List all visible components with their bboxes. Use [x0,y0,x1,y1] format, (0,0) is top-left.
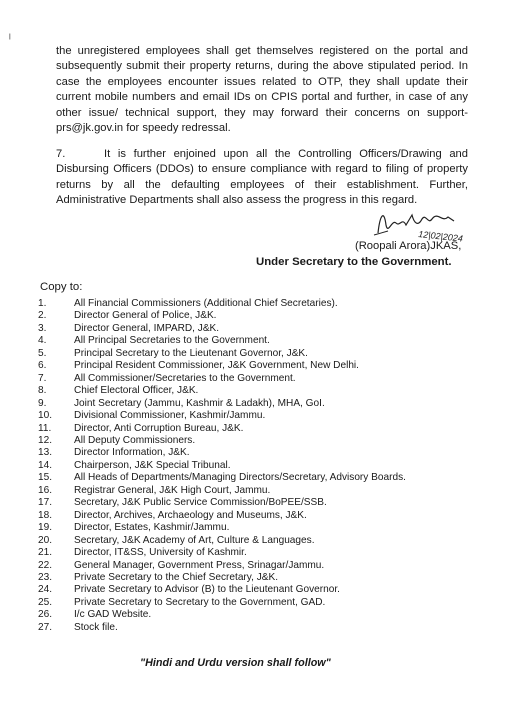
list-item-text: Director, Estates, Kashmir/Jammu. [74,522,230,534]
list-item-text: General Manager, Government Press, Srinagar/Jammu. [74,559,325,571]
list-item-number: 15. [38,472,53,484]
list-item-text: Registrar General, J&K High Court, Jammu. [74,484,271,496]
copy-to-list [38,298,406,634]
list-item-text: All Commissioner/Secretaries to the Government. [74,372,296,384]
list-item [38,447,406,459]
list-item [38,560,406,572]
list-item [38,298,406,310]
list-item-text: Director, Archives, Archaeology and Museums, J&K. [74,509,307,521]
list-item-number: 16. [38,484,53,496]
list-item [38,323,406,335]
list-item-number: 20. [38,534,53,546]
list-item [38,497,406,509]
list-item-text: Chairperson, J&K Special Tribunal. [74,459,231,471]
list-item-text: Private Secretary to Advisor (B) to the Lieutenant Governor. [74,584,340,596]
copy-to-heading: Copy to: [40,281,83,293]
list-item-text: I/c GAD Website. [74,609,152,621]
list-item [38,485,406,497]
list-item [38,410,406,422]
list-item-number: 5. [38,347,47,359]
list-item-text: All Financial Commissioners (Additional Chief Secretaries). [74,298,338,309]
list-item-text: Director General of Police, J&K. [74,310,217,322]
list-item-number: 8. [38,385,47,397]
list-item-number: 1. [38,298,47,309]
list-item [38,310,406,322]
list-item [38,597,406,609]
list-item [38,472,406,484]
signatory-name: (Roopali Arora)JKAS, [355,240,462,252]
list-item-number: 23. [38,571,53,583]
list-item-number: 27. [38,621,53,633]
list-item [38,522,406,534]
list-item-text: All Deputy Commissioners. [74,434,196,446]
list-item [38,335,406,347]
list-item [38,360,406,372]
paragraph-7-text: It is further enjoined upon all the Controlling Officers/Drawing and Disbursing Officers (DDOs) to ensure compliance with regard to filing of property returns by all the defaulting employees of their establishment. Further, Administrative Departments shall also assess the progress in this regard. [56,148,468,207]
list-item-number: 9. [38,397,47,409]
list-item [38,423,406,435]
list-item-number: 13. [38,447,53,459]
list-item-number: 21. [38,547,53,559]
list-item-number: 14. [38,459,53,471]
list-item [38,435,406,447]
list-item [38,385,406,397]
paragraph-number: 7. [56,148,66,160]
list-item-text: Director Information, J&K. [74,447,190,459]
list-item-number: 11. [38,422,52,434]
list-item-number: 22. [38,559,53,571]
list-item-text: Stock file. [74,621,118,633]
paragraph-registration: the unregistered employees shall get themselves registered on the portal and subsequently submit their property returns, during the above stipulated period. In case the employees encounter issues related to OTP, they shall update their current mobile numbers and email IDs on CPIS portal and further, in case of any other issue/ technical support, they may forward their concerns on support-prs@jk.gov.in for speedy redressal. [56,45,468,135]
list-item-number: 26. [38,609,53,621]
list-item-text: Private Secretary to the Chief Secretary, J&K. [74,571,279,583]
list-item-text: Director General, IMPARD, J&K. [74,322,220,334]
list-item-number: 3. [38,322,47,334]
signatory-title: Under Secretary to the Government. [256,256,452,268]
list-item [38,460,406,472]
svg-text:12|02|2024: 12|02|2024 [417,229,464,244]
list-item-text: Joint Secretary (Jammu, Kashmir & Ladakh), MHA, GoI. [74,397,325,409]
list-item-text: All Principal Secretaries to the Government. [74,335,270,347]
list-item-text: Chief Electoral Officer, J&K. [74,385,199,397]
list-item [38,510,406,522]
list-item-text: Principal Secretary to the Lieutenant Governor, J&K. [74,347,308,359]
list-item-text: Secretary, J&K Academy of Art, Culture & Languages. [74,534,315,546]
list-item-number: 25. [38,596,53,608]
list-item-number: 7. [38,372,47,384]
footer-note: "Hindi and Urdu version shall follow" [140,657,331,669]
list-item-number: 17. [38,497,53,509]
list-item [38,547,406,559]
list-item-text: Principal Resident Commissioner, J&K Government, New Delhi. [74,360,359,372]
list-item-number: 24. [38,584,53,596]
list-item-text: Divisional Commissioner, Kashmir/Jammu. [74,410,266,422]
list-item [38,572,406,584]
list-item-number: 19. [38,522,53,534]
list-item [38,584,406,596]
handwritten-signature [368,205,488,245]
list-item-number: 4. [38,335,47,347]
list-item [38,348,406,360]
list-item-number: 6. [38,360,47,372]
list-item-number: 2. [38,310,47,322]
list-item-number: 12. [38,434,53,446]
list-item-text: Secretary, J&K Public Service Commission/BoPEE/SSB. [74,497,327,509]
list-item [38,373,406,385]
list-item [38,609,406,621]
list-item [38,535,406,547]
list-item [38,398,406,410]
list-item-text: Director, Anti Corruption Bureau, J&K. [74,422,244,434]
margin-mark: ˡ [9,33,11,45]
list-item-number: 18. [38,509,53,521]
paragraph-7 [56,147,468,209]
list-item-number: 10. [38,410,53,422]
list-item-text: All Heads of Departments/Managing Directors/Secretary, Advisory Boards. [74,472,406,484]
list-item-text: Director, IT&SS, University of Kashmir. [74,547,247,559]
list-item-text: Private Secretary to Secretary to the Government, GAD. [74,596,326,608]
list-item [38,622,406,634]
